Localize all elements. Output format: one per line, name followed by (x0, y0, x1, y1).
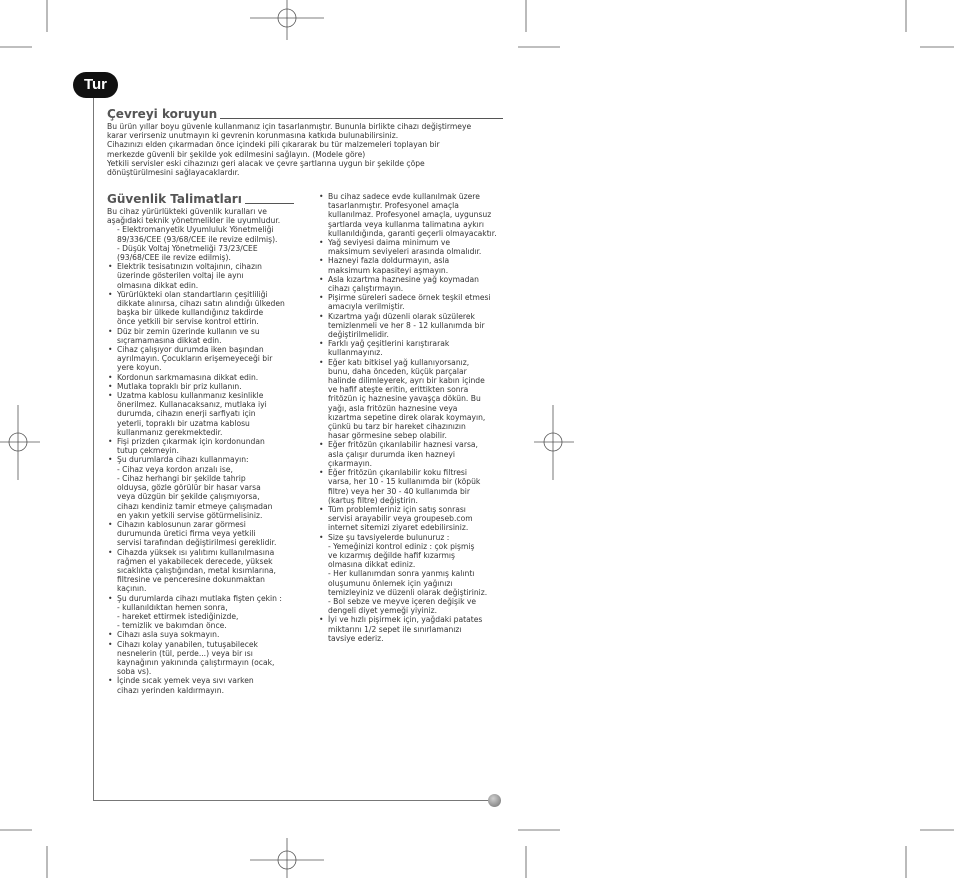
environment-text (107, 122, 503, 177)
text-line: Farklı yağ çeşitlerini karıştırarak (328, 339, 450, 349)
bullet-item (318, 256, 504, 274)
bullet-item (318, 238, 504, 256)
text-line: Kızartma yağı düzenli olarak süzülerek (328, 311, 475, 321)
text-line: kullanmayınız. (328, 348, 383, 358)
text-line: sıçramamasına dikkat edin. (117, 335, 222, 345)
text-line: yeterli, topraklı bir uzatma kablosu (117, 418, 250, 428)
safety-list-left (107, 207, 297, 695)
safety-title: Güvenlik Talimatları (107, 192, 242, 206)
page-frame-left (93, 98, 94, 800)
text-line: ve hafif ateşte eritin, erittikten sonra (328, 385, 469, 395)
bullet-item (318, 312, 504, 340)
text-line: yağı, asla fritözün haznesine veya (328, 403, 458, 413)
text-line: Yetkili servisler eski cihazınızı geri alacak ve çevre şartlarına uygun bir şekilde çöpe (107, 158, 425, 168)
text-line: miktarını 1/2 sepet ile sınırlamanızı (328, 624, 462, 634)
text-line: - Yemeğinizi kontrol ediniz : çok pişmiş (328, 541, 475, 551)
text-line: Cihazınızı elden çıkarmadan önce içindeki pili çıkararak bu tür malzemeleri toplayan bir (107, 140, 440, 150)
text-line: kullanılmaz. Profesyonel amaçla, uygunsuz (328, 210, 492, 220)
bullet-icon: • (108, 345, 113, 355)
text-line: temizlenmeli ve her 8 - 12 kullanımda bir (328, 320, 485, 330)
text-line: - Bol sebze ve meyve içeren değişik ve (328, 596, 477, 606)
text-line: Şu durumlarda cihazı kullanmayın: (117, 455, 249, 465)
continuation-text (107, 483, 297, 520)
page-marker-dot (488, 794, 501, 807)
text-line: üzerinde gösterilen voltaj ile aynı (117, 271, 244, 281)
environment-section (107, 107, 503, 177)
bullet-item (107, 437, 297, 455)
text-line: Eğer fritözün çıkarılabilir haznesi varsa, (328, 440, 478, 450)
bullet-icon: • (108, 437, 113, 447)
text-line: bunu, daha önceden, küçük parçalar (328, 366, 467, 376)
text-line: 89/336/CEE (93/68/CEE ile revize edilmiş). (117, 234, 278, 244)
bullet-icon: • (108, 455, 113, 465)
text-line: cihazı çalıştırmayın. (328, 284, 404, 294)
bullet-icon: • (108, 639, 113, 649)
bullet-icon: • (319, 440, 324, 450)
environment-title: Çevreyi koruyun (107, 107, 218, 121)
bullet-icon: • (319, 192, 324, 201)
bullet-item (318, 533, 504, 616)
text-line: tutup çekmeyin. (117, 446, 179, 456)
text-line: Kordonun sarkmamasına dikkat edin. (117, 372, 259, 382)
bullet-item (107, 391, 297, 437)
text-line: Eğer fritözün çıkarılabilir koku filtresi (328, 468, 467, 478)
bullet-icon: • (108, 289, 113, 299)
text-line: Cihazı asla suya sokmayın. (117, 630, 220, 640)
bullet-icon: • (319, 274, 324, 284)
bullet-icon: • (108, 519, 113, 529)
bullet-item (318, 358, 504, 441)
text-line: servisi arayabilir veya groupeseb.com (328, 514, 473, 524)
text-line: Size şu tavsiyelerde bulunuruz : (328, 532, 450, 542)
text-line: aşağıdaki teknik yönetmelikler ile uyumludur. (107, 216, 281, 226)
text-line: kaynağının yakınında çalıştırmayın (ocak, (117, 657, 275, 667)
text-line: tasarlanmıştır. Profesyonel amaçla (328, 201, 459, 211)
bullet-item (318, 339, 504, 357)
text-line: oluşumunu önlemek için yağınızı (328, 578, 453, 588)
text-line: halinde dilimleyerek, ayrı bir kabın içinde (328, 376, 485, 386)
text-line: (kartuş filtre) değiştirin. (328, 495, 418, 505)
text-line: servisi tarafından değiştirilmesi gereklidir. (117, 538, 277, 548)
text-line: olmasına dikkat edin. (117, 280, 199, 290)
intro-paragraph (107, 207, 297, 225)
text-line: Uzatma kablosu kullanmanız kesinlikle (117, 391, 264, 401)
bullet-item (107, 676, 297, 694)
bullet-item (107, 548, 297, 594)
text-line: amacıyla verilmiştir. (328, 302, 405, 312)
text-line: Şu durumlarda cihazı mutlaka fişten çekin : (117, 593, 282, 603)
text-line: internet sitemizi ziyaret edebilirsiniz. (328, 523, 469, 533)
text-line: Bu cihaz sadece evde kullanılmak üzere (328, 192, 480, 201)
text-line: Bu ürün yıllar boyu güvenle kullanmanız için tasarlanmıştır. Bununla birlikte cihazı değiştirmeye (107, 122, 472, 131)
text-line: İyi ve hızlı pişirmek için, yağdaki patates (328, 615, 483, 625)
text-line: Elektrik tesisatınızın voltajının, cihazın (117, 262, 262, 272)
text-line: Cihazın kablosunun zarar görmesi (117, 519, 246, 529)
text-line: İçinde sıcak yemek veya sıvı varken (117, 676, 254, 686)
bullet-icon: • (108, 593, 113, 603)
text-line: Yürürlükteki olan standartların çeşitliliği (117, 289, 268, 299)
bullet-item (318, 468, 504, 505)
text-line: tavsiye ederiz. (328, 633, 384, 643)
bullet-icon: • (108, 547, 113, 557)
page-frame-bottom (93, 800, 501, 801)
bullet-icon: • (319, 357, 324, 367)
text-line: hasar görmesine sebep olabilir. (328, 431, 447, 441)
text-line: durumunda üretici firma veya yetkili (117, 529, 256, 539)
text-line: (93/68/CEE ile revize edilmiş). (117, 253, 231, 263)
bullet-item (318, 615, 504, 643)
text-line: Cihazda yüksek ısı yalıtımı kullanılmasına (117, 547, 275, 557)
bullet-item (107, 520, 297, 548)
text-line: olmasına dikkat ediniz. (328, 560, 416, 570)
bullet-icon: • (319, 468, 324, 478)
bullet-icon: • (319, 615, 324, 625)
bullet-item (107, 640, 297, 677)
text-line: Fişi prizden çıkarmak için kordonundan (117, 437, 265, 447)
text-line: filtresine ve penceresine dokunmaktan (117, 575, 265, 585)
text-line: - Cihaz veya kordon arızalı ise, (117, 464, 233, 474)
bullet-icon: • (319, 293, 324, 303)
text-line: değiştirilmelidir. (328, 330, 389, 340)
text-line: Cihazı kolay yanabilen, tutuşabilecek (117, 639, 258, 649)
text-line: kaçının. (117, 584, 147, 594)
text-line: kızartma sepetine direk olarak koymayın, (328, 412, 486, 422)
safety-column-right (318, 192, 504, 643)
text-line: veya düzgün bir şekilde çalışmıyorsa, (117, 492, 260, 502)
text-line: Yağ seviyesi daima minimum ve (328, 238, 451, 248)
text-line: soba vs). (117, 667, 152, 677)
bullet-icon: • (319, 532, 324, 542)
bullet-item (318, 192, 504, 238)
bullet-item (107, 345, 297, 373)
bullet-item (107, 262, 297, 290)
text-line: asla çalışır durumda iken hazneyi (328, 449, 455, 459)
bullet-icon: • (108, 630, 113, 640)
text-line: en yakın yetkili servise götürmelisiniz. (117, 510, 263, 520)
bullet-icon: • (108, 262, 113, 272)
text-line: temizleyiniz ve düzenli olarak değiştiriniz. (328, 587, 488, 597)
environment-heading (107, 107, 503, 122)
directive-item (107, 225, 297, 243)
directive-item (107, 244, 297, 262)
bullet-item (107, 594, 297, 631)
text-line: - Düşük Voltaj Yönetmeliği 73/23/CEE (117, 243, 258, 253)
bullet-item (318, 275, 504, 293)
bullet-item (318, 505, 504, 533)
language-tab: Tur (73, 72, 118, 98)
text-line: maksimum seviyeleri arasında olmalıdır. (328, 247, 482, 257)
bullet-icon: • (319, 311, 324, 321)
text-line: merkezde güvenli bir şekilde yok edilmesini sağlayın. (Modele göre) (107, 149, 366, 159)
text-line: - hareket ettirmek istediğinizde, (117, 611, 239, 621)
bullet-item (107, 382, 297, 391)
text-line: cihazı yerinden kaldırmayın. (117, 685, 225, 695)
text-line: şartlarda veya kullanma talimatına aykırı (328, 219, 484, 229)
text-line: Düz bir zemin üzerinde kullanın ve su (117, 326, 260, 336)
text-line: çünkü bu tarz bir hareket cihazınızın (328, 422, 466, 432)
text-line: dengeli diyet yemeği yiyiniz. (328, 606, 438, 616)
text-line: karar verirseniz unutmayın ki gevrenin korunmasına katkıda bulunabilirsiniz. (107, 131, 399, 141)
safety-list-right (318, 192, 504, 643)
sub-item (107, 474, 297, 483)
text-line: Pişirme süreleri sadece örnek teşkil etmesi (328, 293, 491, 303)
text-line: dönüştürülmesini sağlayacaklardır. (107, 168, 240, 178)
bullet-icon: • (319, 256, 324, 266)
bullet-icon: • (319, 504, 324, 514)
text-line: durumda, cihazın enerji sarfiyatı için (117, 409, 256, 419)
text-line: - Cihaz herhangi bir şekilde tahrip (117, 473, 246, 483)
text-line: önerilmez. Kullanacaksanız, mutlaka iyi (117, 400, 267, 410)
text-line: Eğer katı bitkisel yağ kullanıyorsanız, (328, 357, 470, 367)
text-line: - kullanıldıktan hemen sonra, (117, 602, 228, 612)
text-line: önce yetkili bir servise kontrol ettirin. (117, 317, 259, 327)
text-line: Mutlaka topraklı bir priz kullanın. (117, 381, 242, 391)
bullet-icon: • (108, 676, 113, 686)
text-line: sıcaklıkta çalıştığından, metal kısımlarına, (117, 565, 276, 575)
text-line: cihazı kendiniz tamir etmeye çalışmadan (117, 501, 273, 511)
text-line: rağmen el yakabilecek derecede, yüksek (117, 556, 273, 566)
text-line: Hazneyi fazla doldurmayın, asla (328, 256, 450, 266)
text-line: dikkate alınırsa, cihazı satın alındığı ülkeden (117, 299, 285, 309)
bullet-item (107, 373, 297, 382)
text-line: olduysa, gözle görülür bir hasar varsa (117, 483, 261, 493)
text-line: fritözün iç haznesine yavaşça dökün. Bu (328, 394, 481, 404)
text-line: çıkarmayın. (328, 458, 373, 468)
bullet-icon: • (108, 372, 113, 382)
bullet-icon: • (319, 339, 324, 349)
bullet-item (318, 293, 504, 311)
safety-heading (107, 192, 297, 207)
text-line: - Elektromanyetik Uyumluluk Yönetmeliği (117, 225, 274, 235)
bullet-item (107, 290, 297, 327)
bullet-icon: • (108, 391, 113, 401)
text-line: Cihaz çalışıyor durumda iken başından (117, 345, 264, 355)
text-line: yere koyun. (117, 363, 162, 373)
bullet-item (318, 440, 504, 468)
text-line: ayrılmayın. Çocukların erişemeyeceği bir (117, 354, 273, 364)
text-line: kullanmanız gerekmektedir. (117, 427, 223, 437)
sub-item (107, 465, 297, 474)
text-line: Asla kızartma haznesine yağ koymadan (328, 274, 479, 284)
text-line: varsa, her 10 - 15 kullanımda bir (köpük (328, 477, 481, 487)
text-line: - Her kullanımdan sonra yanmış kalıntı (328, 569, 475, 579)
text-line: maksimum kapasiteyi aşmayın. (328, 265, 449, 275)
text-line: filtre) veya her 30 - 40 kullanımda bir (328, 486, 471, 496)
bullet-icon: • (108, 326, 113, 336)
text-line: başka bir ülkede kullandığınız takdirde (117, 308, 264, 318)
text-line: Tüm problemleriniz için satış sonrası (328, 504, 466, 514)
text-line: nesnelerin (tül, perde...) veya bir ısı (117, 648, 253, 658)
bullet-icon: • (319, 238, 324, 248)
bullet-item (107, 630, 297, 639)
bullet-item (107, 455, 297, 464)
safety-column-left (107, 192, 297, 695)
text-line: Bu cihaz yürürlükteki güvenlik kuralları ve (107, 207, 267, 216)
text-line: - temizlik ve bakımdan önce. (117, 621, 227, 631)
text-line: kullanıldığında, garanti geçerli olmayacaktır. (328, 228, 497, 238)
text-line: ve kızarmış değilde hafif kızarmış (328, 550, 455, 560)
bullet-item (107, 327, 297, 345)
bullet-icon: • (108, 381, 113, 391)
